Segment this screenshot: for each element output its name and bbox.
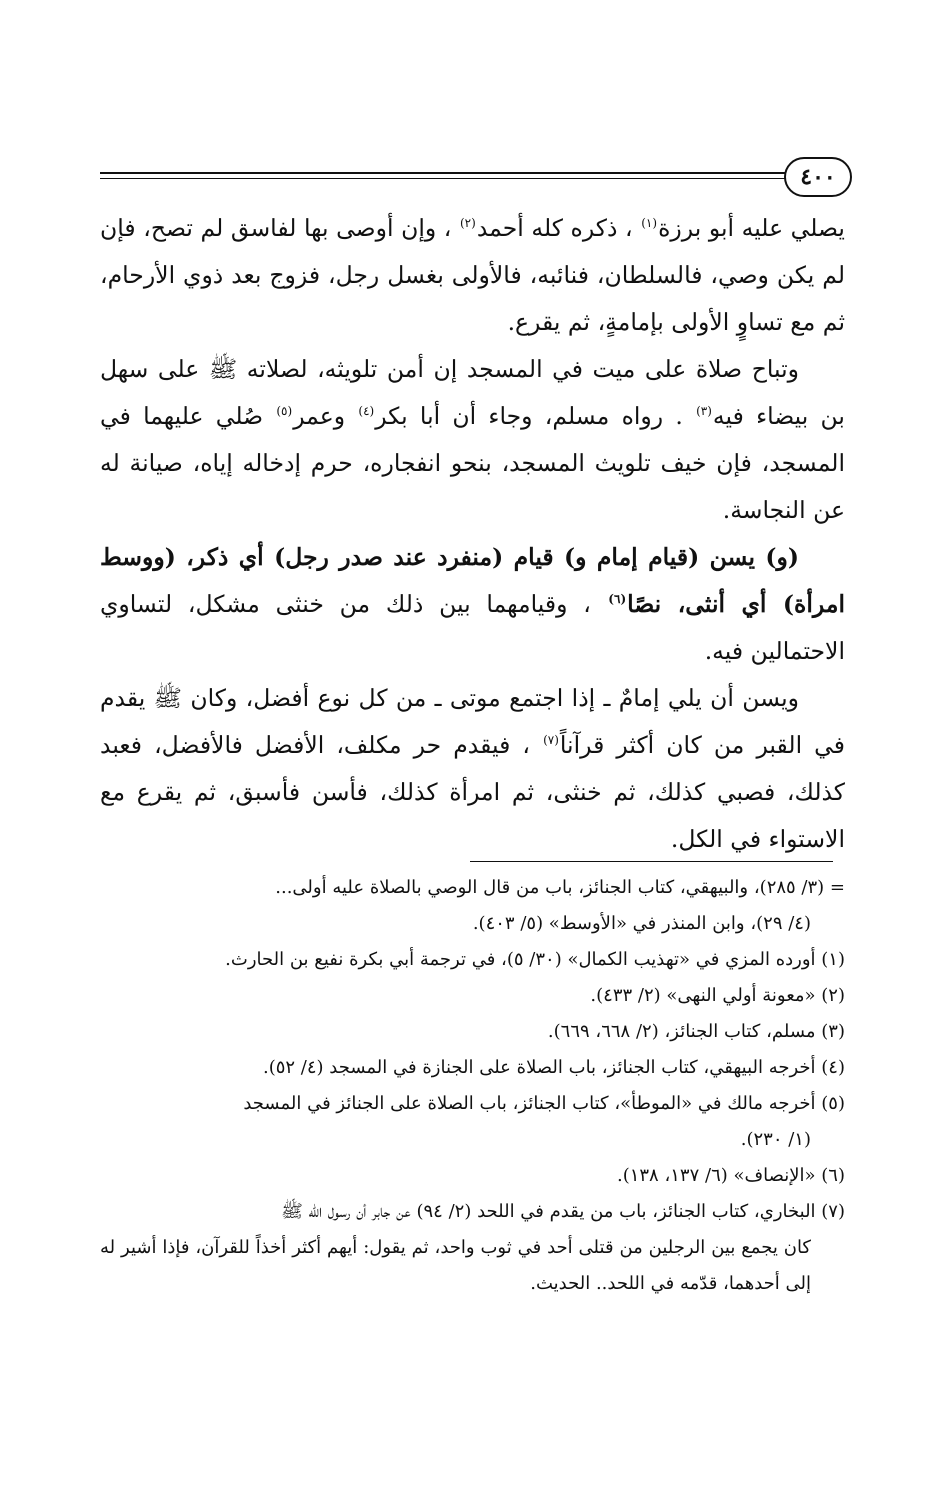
footnote-line: (١/ ٢٣٠). [740, 1129, 811, 1150]
footnote-line: (٤/ ٢٩)، وابن المنذر في «الأوسط» (٥/ ٤٠٣). [472, 913, 811, 934]
header-rule-thin [100, 178, 790, 179]
body-text: وتباح صلاة على ميت في المسجد إن أمن تلويثه، لصلاته ﷺ على سهل بن بيضاء فيه [100, 355, 845, 430]
paragraph-1 [100, 205, 845, 346]
footnote-line: (١) أورده المزي في «تهذيب الكمال» (٣٠/ ٥)، في ترجمة أبي بكرة نفيع بن الحارث. [225, 949, 845, 970]
body-text: وعمر [293, 402, 346, 430]
body-text: . رواه مسلم، وجاء أن أبا بكر [375, 402, 683, 430]
header-rule-thick [100, 172, 790, 174]
main-text [100, 205, 845, 863]
body-text: ، وإن أوصى بها لفاسق لم تصح، فإن لم يكن وصي، فالسلطان، فنائبه، فالأولى بغسل رجل، فزوج بعد ذوي الأرحام، ثم مع تساوٍ الأولى بإمامةٍ، ثم يقرع. [100, 214, 845, 336]
footnote-separator [470, 861, 833, 862]
body-text: ، فيقدم حر مكلف، الأفضل فالأفضل، فعبد كذلك، فصبي كذلك، ثم خنثى، ثم امرأة كذلك، فأسن فأسبق، ثم يقرع مع الاستواء في الكل. [100, 731, 845, 853]
footnote-ref: (٤) [358, 404, 375, 419]
page-header [100, 157, 852, 197]
page-number: ٤٠٠ [784, 157, 852, 197]
body-text: ، وقيامهما بين ذلك من خنثى مشكل، لتساوي الاحتمالين فيه. [100, 590, 845, 665]
footnote-ref: (٢) [459, 216, 476, 231]
footnotes [100, 870, 845, 1302]
body-text: ويسن أن يلي إمامٌ ـ إذا اجتمع موتى ـ من كل نوع أفضل، وكان ﷺ يقدم في القبر من كان أكثر قرآناً [100, 684, 845, 759]
paragraph-3 [100, 534, 845, 675]
paragraph-2 [100, 346, 845, 534]
footnote-ref: (٥) [276, 404, 293, 419]
paragraph-4 [100, 675, 845, 863]
footnote-line: = (٣/ ٢٨٥)، والبيهقي، كتاب الجنائز، باب من قال الوصي بالصلاة عليه أولى... [275, 877, 845, 898]
footnote-ref: (٣) [696, 404, 712, 419]
footnote-ref: (٦) [608, 592, 627, 607]
footnote-line: (٣) مسلم، كتاب الجنائز، (٢/ ٦٦٨، ٦٦٩). [547, 1021, 845, 1042]
body-text: صُلي عليهما في المسجد، فإن خيف تلويث المسجد، بنحو انفجاره، حرم إدخاله إياه، صيانة له عن النجاسة. [100, 402, 846, 524]
body-text: ، ذكره كله أحمد [476, 214, 633, 242]
footnote-line: (٢) «معونة أولي النهى» (٢/ ٤٣٣). [590, 985, 845, 1006]
footnote-ref: (٧) [543, 733, 559, 748]
footnote-ref: (١) [641, 216, 658, 231]
body-text: يصلي عليه أبو برزة [658, 214, 845, 242]
footnote-line: (٦) «الإنصاف» (٦/ ١٣٧، ١٣٨). [616, 1165, 845, 1186]
body-text: (و) يسن (قيام إمام و) قيام (منفرد عند صدر رجل) أي ذكر، (ووسط امرأة) أي أنثى، نصًا [100, 543, 845, 618]
footnote-line: (٧) البخاري، كتاب الجنائز، باب من يقدم في اللحد (٢/ ٩٤) عن جابر أن رسول الله ﷺ [281, 1201, 845, 1222]
footnote-line: (٤) أخرجه البيهقي، كتاب الجنائز، باب الصلاة على الجنازة في المسجد (٤/ ٥٢). [262, 1057, 845, 1078]
footnote-line: كان يجمع بين الرجلين من قتلى أحد في ثوب واحد، ثم يقول: أيهم أكثر أخذاً للقرآن، فإذا أشير له إلى أحدهما، قدّمه في اللحد.. الحديث. [100, 1237, 811, 1294]
footnote-line: (٥) أخرجه مالك في «الموطأ»، كتاب الجنائز، باب الصلاة على الجنائز في المسجد [243, 1093, 845, 1114]
